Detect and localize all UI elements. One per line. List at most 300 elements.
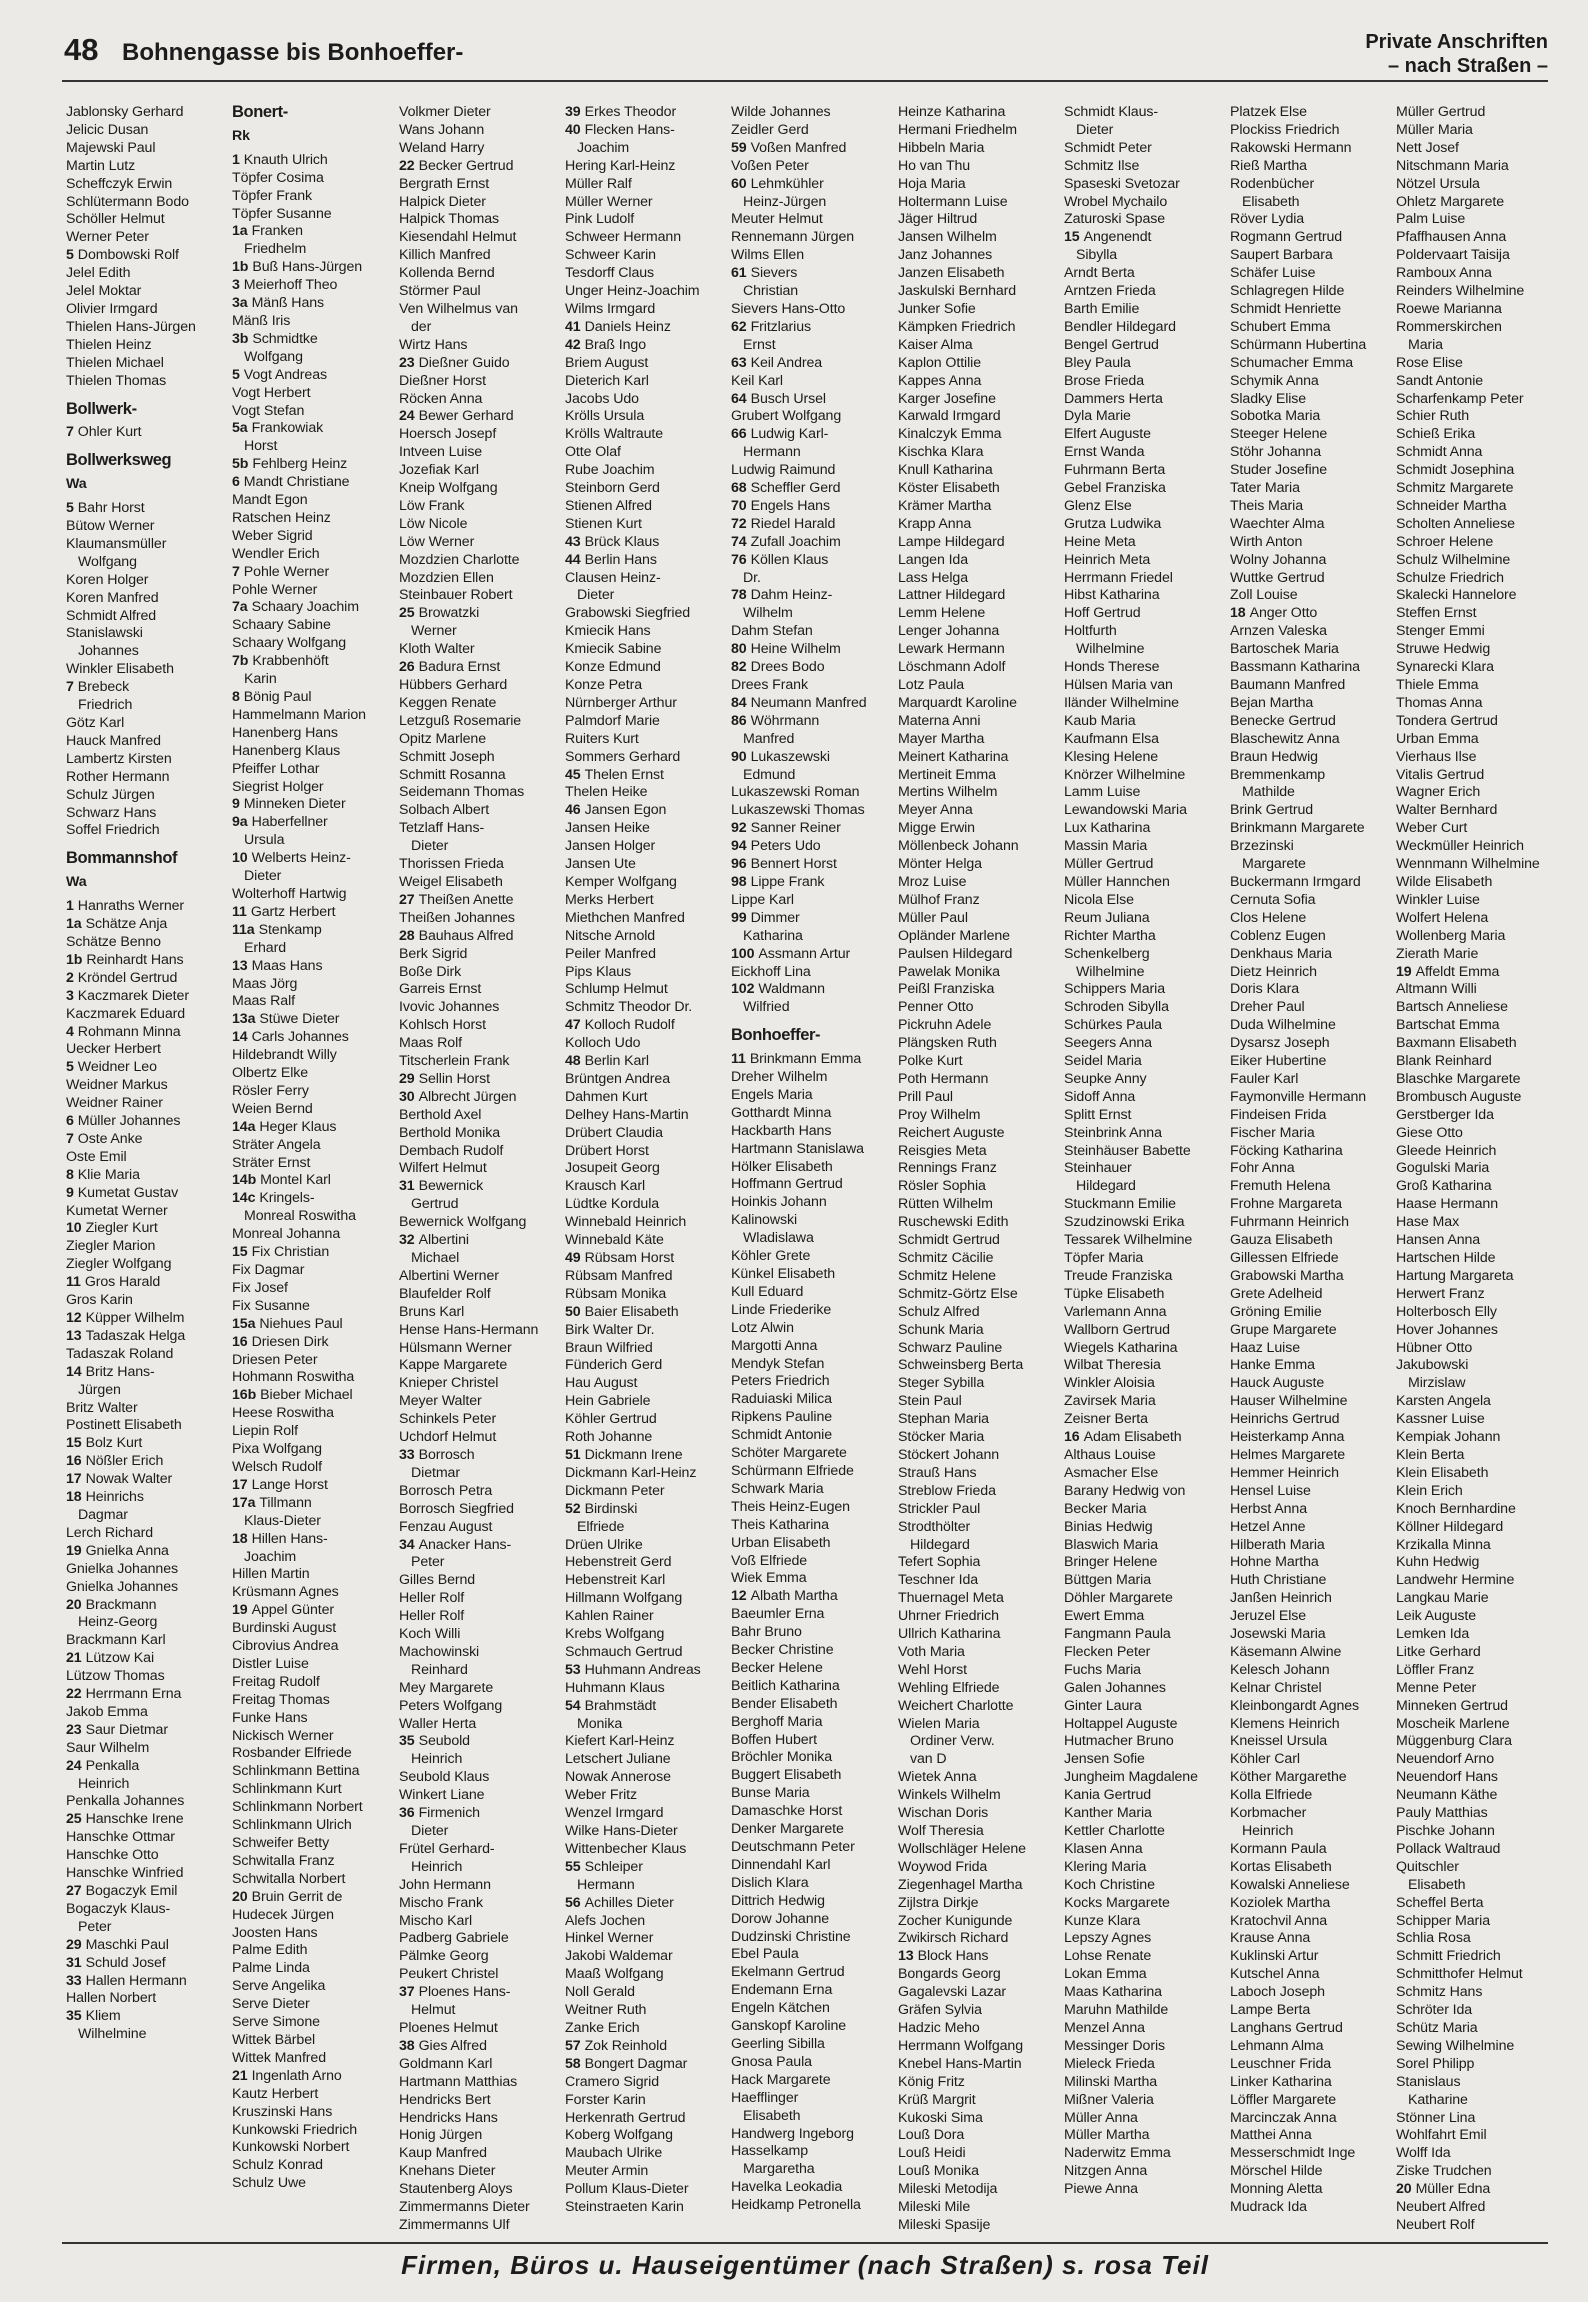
address-entry xyxy=(232,1620,394,1638)
resident-name: Freitag Thomas xyxy=(232,1691,330,1708)
house-number: 3a xyxy=(232,295,248,312)
address-entry xyxy=(1396,874,1558,892)
address-entry xyxy=(1064,1733,1226,1751)
address-entry xyxy=(1064,749,1226,767)
resident-name: Mayer Martha xyxy=(898,730,985,747)
resident-name: Kumetat Werner xyxy=(66,1202,168,1219)
directory-column xyxy=(898,104,1060,2233)
resident-name: Hartmann Stanislawa xyxy=(731,1140,864,1157)
address-entry xyxy=(731,838,893,856)
resident-name: Baeumler Erna xyxy=(731,1606,825,1623)
resident-name: Kliem xyxy=(85,2008,121,2025)
address-entry xyxy=(399,498,561,516)
resident-name: Wilke Hans-Dieter xyxy=(565,1823,678,1839)
address-entry xyxy=(565,1447,727,1465)
resident-name: Tetzlaff Hans- xyxy=(399,820,485,837)
address-entry xyxy=(1230,999,1392,1017)
resident-name: Linde Friederike xyxy=(731,1301,832,1318)
resident-name: Affeldt Emma xyxy=(1415,963,1500,980)
resident-name: Bennert Horst xyxy=(750,856,837,873)
address-entry xyxy=(898,373,1060,391)
resident-name: Zeidler Gerd xyxy=(731,121,809,138)
house-number: 74 xyxy=(731,533,747,550)
resident-name: Zimmermanns Ulf xyxy=(399,2216,510,2233)
address-entry xyxy=(565,1590,727,1608)
address-entry xyxy=(731,2054,893,2072)
address-entry xyxy=(1230,1984,1392,2002)
address-entry xyxy=(399,211,561,229)
address-entry xyxy=(898,1930,1060,1948)
house-number: 25 xyxy=(66,1811,82,1828)
resident-name: Ruiters Kurt xyxy=(565,730,639,747)
address-entry xyxy=(898,767,1060,785)
address-entry xyxy=(1230,1393,1392,1411)
address-entry xyxy=(1396,1035,1558,1053)
address-entry xyxy=(66,1811,228,1829)
address-entry xyxy=(1396,1178,1558,1196)
address-entry xyxy=(898,1107,1060,1125)
resident-name: Reisgies Meta xyxy=(898,1142,987,1159)
resident-name: Hinkel Werner xyxy=(565,1930,654,1947)
address-entry: Christian xyxy=(743,283,799,300)
house-number: 50 xyxy=(565,1303,581,1320)
house-number: 1a xyxy=(66,916,82,933)
address-entry xyxy=(898,1841,1060,1859)
address-entry xyxy=(232,313,394,331)
address-entry: Hildegard xyxy=(1076,1178,1136,1195)
resident-name: Daniels Heinz xyxy=(584,318,671,335)
resident-name: Stöcker Maria xyxy=(898,1429,985,1446)
resident-name: Schmitz Helene xyxy=(898,1267,996,1284)
resident-name: Maubach Ulrike xyxy=(565,2145,663,2162)
resident-name: Sievers Hans-Otto xyxy=(731,300,846,317)
house-number: 61 xyxy=(731,265,747,282)
resident-name: Rütten Wilhelm xyxy=(898,1196,993,1213)
resident-name: Pollum Klaus-Dieter xyxy=(565,2181,689,2198)
address-entry xyxy=(1396,1805,1558,1823)
resident-name: Josewski Maria xyxy=(1230,1626,1326,1643)
resident-name: Landwehr Hermine xyxy=(1396,1572,1515,1589)
address-entry xyxy=(1396,1322,1558,1340)
resident-name: Brose Frieda xyxy=(1064,372,1145,389)
resident-name: Schunk Maria xyxy=(898,1321,984,1338)
resident-name: Linker Katharina xyxy=(1230,2073,1332,2090)
address-entry xyxy=(1396,1465,1558,1483)
house-number: 14c xyxy=(232,1190,256,1207)
resident-name: Mertins Wilhelm xyxy=(898,784,998,801)
resident-name: Halpick Dieter xyxy=(399,193,486,210)
address-entry xyxy=(1230,1411,1392,1429)
address-entry xyxy=(66,1471,228,1489)
address-entry: Katharina xyxy=(743,927,803,944)
resident-name: Uecker Herbert xyxy=(66,1041,161,1058)
resident-name: Löw Werner xyxy=(399,533,475,550)
house-number: 5 xyxy=(66,1059,74,1076)
resident-name: Kanther Maria xyxy=(1064,1805,1152,1822)
resident-name: Reum Juliana xyxy=(1064,909,1150,926)
address-entry xyxy=(565,570,727,588)
address-entry xyxy=(1230,426,1392,444)
address-entry xyxy=(731,1427,893,1445)
address-entry xyxy=(1396,319,1558,337)
address-entry xyxy=(1064,981,1226,999)
address-entry xyxy=(898,1662,1060,1680)
resident-name: Hoersch Josepf xyxy=(399,426,497,443)
resident-name: Thiele Emma xyxy=(1396,677,1479,693)
resident-name: Winkler Luise xyxy=(1396,891,1480,908)
resident-name: Köther Margarethe xyxy=(1230,1769,1347,1786)
resident-name: Weien Bernd xyxy=(232,1100,313,1117)
resident-name: Lützow Kai xyxy=(85,1650,154,1667)
resident-name: Migge Erwin xyxy=(898,820,975,837)
address-entry xyxy=(66,1758,228,1776)
resident-name: Töpfer Susanne xyxy=(232,205,332,222)
resident-name: Kohlsch Horst xyxy=(399,1017,487,1034)
address-entry: Horst xyxy=(244,438,278,455)
resident-name: Pfaffhausen Anna xyxy=(1396,229,1507,246)
address-entry xyxy=(1396,2110,1558,2128)
resident-name: Schieß Erika xyxy=(1396,426,1476,443)
resident-name: Thorissen Frieda xyxy=(399,856,504,873)
address-entry xyxy=(1396,659,1558,677)
house-number: 18 xyxy=(1230,605,1246,622)
address-entry xyxy=(1230,659,1392,677)
address-entry xyxy=(731,2179,893,2197)
resident-name: Weber Sigrid xyxy=(232,527,313,544)
address-entry xyxy=(66,1310,228,1328)
address-entry xyxy=(1396,1984,1558,2002)
resident-name: Barany Hedwig von xyxy=(1064,1482,1186,1499)
address-entry xyxy=(1230,731,1392,749)
address-entry xyxy=(1230,1698,1392,1716)
resident-name: Galen Johannes xyxy=(1064,1679,1166,1696)
resident-name: Schulz Konrad xyxy=(232,2157,323,2174)
address-entry xyxy=(66,1400,228,1418)
house-number: 5a xyxy=(232,420,248,437)
resident-name: Röcken Anna xyxy=(399,390,483,407)
resident-name: Krzikalla Minna xyxy=(1396,1536,1491,1553)
resident-name: Bejan Martha xyxy=(1230,694,1314,711)
address-entry xyxy=(1064,1160,1226,1178)
house-number: 14b xyxy=(232,1172,257,1189)
address-entry: Dieter xyxy=(411,1823,449,1839)
resident-name: Kutschel Anna xyxy=(1230,1966,1320,1983)
resident-name: Rübsam Monika xyxy=(565,1285,667,1302)
resident-name: Wans Johann xyxy=(399,121,485,138)
resident-name: Störmer Paul xyxy=(399,283,481,300)
address-entry xyxy=(1064,2002,1226,2020)
resident-name: Wilms Ellen xyxy=(731,247,804,264)
resident-name: Brück Klaus xyxy=(584,533,660,550)
address-entry xyxy=(898,1017,1060,1035)
resident-name: Stanislaus xyxy=(1396,2073,1461,2090)
resident-name: Herrmann Friedel xyxy=(1064,569,1173,586)
address-entry xyxy=(565,767,727,785)
address-entry xyxy=(1064,1357,1226,1375)
resident-name: Kneissel Ursula xyxy=(1230,1733,1328,1750)
address-entry xyxy=(66,536,228,554)
resident-name: Honig Jürgen xyxy=(399,2127,483,2144)
address-entry xyxy=(1396,1698,1558,1716)
resident-name: Gräfen Sylvia xyxy=(898,2002,982,2019)
address-entry xyxy=(1064,1107,1226,1125)
resident-name: Wuttke Gertrud xyxy=(1230,569,1325,586)
address-entry xyxy=(66,1203,228,1221)
resident-name: Flecken Hans- xyxy=(584,121,675,138)
address-entry xyxy=(731,1553,893,1571)
address-entry: Hermann xyxy=(577,1876,635,1893)
address-entry xyxy=(399,928,561,946)
resident-name: Blaschke Margarete xyxy=(1396,1070,1521,1087)
resident-name: Stüwe Dieter xyxy=(259,1011,340,1028)
resident-name: Mandt Egon xyxy=(232,492,308,509)
resident-name: Rösler Sophia xyxy=(898,1178,986,1195)
house-number: 8 xyxy=(232,689,240,705)
address-entry xyxy=(66,1973,228,1991)
street-heading: Bonert- xyxy=(232,103,288,121)
address-entry xyxy=(898,247,1060,265)
resident-name: Schmidt Gertrud xyxy=(898,1232,1000,1249)
resident-name: Hoff Gertrud xyxy=(1064,605,1141,622)
address-entry xyxy=(731,1964,893,1982)
address-entry xyxy=(1064,373,1226,391)
address-entry xyxy=(1396,1966,1558,1984)
address-entry xyxy=(731,122,893,140)
address-entry xyxy=(731,1445,893,1463)
address-entry xyxy=(1064,1716,1226,1734)
house-number: 94 xyxy=(731,838,747,855)
resident-name: Ziegler Wolfgang xyxy=(66,1256,172,1273)
resident-name: Hohne Martha xyxy=(1230,1554,1319,1571)
resident-name: Steffen Ernst xyxy=(1396,605,1477,622)
resident-name: Neubert Rolf xyxy=(1396,2216,1475,2233)
resident-name: Tadaszak Roland xyxy=(66,1345,174,1362)
address-entry xyxy=(565,731,727,749)
resident-name: Theißen Anette xyxy=(418,891,514,908)
address-entry xyxy=(1396,355,1558,373)
address-entry xyxy=(565,1698,727,1716)
resident-name: Seubold xyxy=(418,1733,470,1750)
resident-name: Handwerg Ingeborg xyxy=(731,2125,854,2142)
resident-name: Hallen Hermann xyxy=(85,1972,187,1989)
resident-name: Strodthölter xyxy=(898,1518,971,1535)
address-entry xyxy=(232,993,394,1011)
address-entry xyxy=(66,1131,228,1149)
address-entry xyxy=(232,1960,394,1978)
address-entry xyxy=(1064,1859,1226,1877)
address-entry xyxy=(1230,391,1392,409)
resident-name: Seidemann Thomas xyxy=(399,784,525,801)
address-entry xyxy=(1396,1268,1558,1286)
address-entry: Peter xyxy=(78,1918,112,1935)
resident-name: Baxmann Elisabeth xyxy=(1396,1035,1517,1052)
address-entry xyxy=(898,1232,1060,1250)
resident-name: Mileski Metodija xyxy=(898,2181,998,2198)
address-entry xyxy=(1230,1966,1392,1984)
resident-name: Hadzic Meho xyxy=(898,2019,980,2036)
resident-name: Baumann Manfred xyxy=(1230,677,1346,693)
address-entry xyxy=(1396,1340,1558,1358)
address-entry: Elisabeth xyxy=(1242,193,1300,210)
resident-name: Kaub Maria xyxy=(1064,712,1136,729)
address-entry xyxy=(1230,1125,1392,1143)
address-entry xyxy=(1064,1501,1226,1519)
resident-name: Stautenberg Aloys xyxy=(399,2181,513,2198)
address-entry xyxy=(399,731,561,749)
resident-name: Gillessen Elfriede xyxy=(1230,1250,1339,1266)
address-entry xyxy=(399,981,561,999)
address-entry xyxy=(1230,1017,1392,1035)
resident-name: Fix Christian xyxy=(251,1244,330,1261)
address-entry xyxy=(565,1483,727,1501)
house-number: 1 xyxy=(66,898,74,915)
house-number: 7 xyxy=(66,679,74,696)
address-entry xyxy=(1064,1644,1226,1662)
address-entry xyxy=(731,104,893,122)
house-number: 99 xyxy=(731,909,747,926)
resident-name: Fischer Maria xyxy=(1230,1124,1315,1141)
address-entry xyxy=(898,534,1060,552)
address-entry xyxy=(399,1214,561,1232)
address-entry xyxy=(232,1119,394,1137)
address-entry xyxy=(731,981,893,999)
resident-name: Heine Wilhelm xyxy=(750,641,841,658)
resident-name: Josupeit Georg xyxy=(565,1160,660,1177)
resident-name: Maas Hans xyxy=(251,957,323,974)
resident-name: Schmidt Alfred xyxy=(66,607,157,624)
address-entry: Hermann xyxy=(743,444,801,461)
house-number: 96 xyxy=(731,856,747,873)
address-entry xyxy=(731,1051,893,1069)
resident-name: Kocks Margarete xyxy=(1064,1894,1170,1911)
address-entry xyxy=(1396,265,1558,283)
resident-name: Baier Elisabeth xyxy=(584,1303,679,1320)
resident-name: Laboch Joseph xyxy=(1230,1984,1325,2001)
address-entry xyxy=(1230,2092,1392,2110)
resident-name: Albertini xyxy=(418,1232,469,1249)
resident-name: Theis Heinz-Eugen xyxy=(731,1498,850,1515)
resident-name: Ginter Laura xyxy=(1064,1697,1142,1714)
address-entry xyxy=(232,958,394,976)
resident-name: Wischan Doris xyxy=(898,1805,989,1822)
address-entry xyxy=(232,1710,394,1728)
resident-name: Bruns Karl xyxy=(399,1303,465,1320)
address-entry xyxy=(731,587,893,605)
address-entry xyxy=(1396,2002,1558,2020)
resident-name: Szudzinowski Erika xyxy=(1064,1214,1185,1231)
address-entry xyxy=(232,1728,394,1746)
resident-name: Nowak Annerose xyxy=(565,1769,671,1786)
resident-name: Coblenz Eugen xyxy=(1230,927,1326,944)
address-entry xyxy=(232,2104,394,2122)
resident-name: Heller Rolf xyxy=(399,1608,465,1625)
resident-name: Scholten Anneliese xyxy=(1396,515,1515,532)
address-entry xyxy=(1396,1913,1558,1931)
address-entry xyxy=(565,784,727,802)
resident-name: Louß Monika xyxy=(898,2163,979,2180)
address-entry xyxy=(1396,1895,1558,1913)
address-entry xyxy=(66,970,228,988)
resident-name: Engeln Kätchen xyxy=(731,2000,830,2017)
house-number: 59 xyxy=(731,139,747,156)
resident-name: Urban Elisabeth xyxy=(731,1534,831,1551)
address-entry: Karin xyxy=(244,671,277,688)
resident-name: Kappes Anna xyxy=(898,372,982,389)
resident-name: Doris Klara xyxy=(1230,981,1300,998)
address-entry xyxy=(232,1871,394,1889)
address-entry xyxy=(1230,695,1392,713)
resident-name: Waechter Alma xyxy=(1230,515,1325,532)
resident-name: Scheffczyk Erwin xyxy=(66,175,173,192)
house-number: 23 xyxy=(66,1721,82,1738)
address-entry: Wladislawa xyxy=(743,1230,814,1247)
address-entry xyxy=(232,206,394,224)
resident-name: Koch Willi xyxy=(399,1626,461,1643)
address-entry xyxy=(565,964,727,982)
resident-name: Herbst Anna xyxy=(1230,1500,1307,1517)
resident-name: Steinhauer xyxy=(1064,1160,1132,1177)
address-entry xyxy=(399,1035,561,1053)
resident-name: Schmidt Antonie xyxy=(731,1427,833,1444)
resident-name: Wielen Maria xyxy=(898,1715,980,1732)
address-entry xyxy=(731,247,893,265)
resident-name: Uchdorf Helmut xyxy=(399,1429,497,1446)
address-entry xyxy=(565,1769,727,1787)
resident-name: Rieß Martha xyxy=(1230,157,1307,174)
address-entry xyxy=(1064,731,1226,749)
resident-name: Brombusch Auguste xyxy=(1396,1088,1522,1105)
address-entry xyxy=(731,1803,893,1821)
resident-name: Kaczmarek Eduard xyxy=(66,1005,186,1022)
resident-name: Ekelmann Gertrud xyxy=(731,1964,845,1981)
address-entry xyxy=(731,1141,893,1159)
resident-name: Janzen Elisabeth xyxy=(898,265,1005,282)
address-entry xyxy=(399,1447,561,1465)
address-entry xyxy=(399,1411,561,1429)
house-number: 14a xyxy=(232,1118,256,1135)
address-entry xyxy=(1064,1554,1226,1572)
address-entry xyxy=(232,385,394,403)
address-entry xyxy=(232,1638,394,1656)
address-entry xyxy=(232,2086,394,2104)
resident-name: Brinkmann Emma xyxy=(749,1051,862,1068)
address-entry xyxy=(731,1087,893,1105)
resident-name: Weland Harry xyxy=(399,139,485,156)
address-entry xyxy=(1230,874,1392,892)
address-entry xyxy=(898,2181,1060,2199)
resident-name: Intveen Luise xyxy=(399,444,483,461)
address-entry: Ursula xyxy=(244,832,285,849)
address-entry xyxy=(66,1149,228,1167)
address-entry xyxy=(898,1948,1060,1966)
address-entry: Ordiner Verw. xyxy=(910,1733,995,1750)
address-entry xyxy=(1230,247,1392,265)
resident-name: Fauler Karl xyxy=(1230,1070,1299,1087)
page-number: 48 xyxy=(64,32,99,67)
resident-name: Montel Karl xyxy=(260,1172,331,1189)
resident-name: Gröning Emilie xyxy=(1230,1303,1322,1320)
resident-name: Zwikirsch Richard xyxy=(898,1930,1009,1947)
resident-name: Elfert Auguste xyxy=(1064,426,1151,443)
address-entry xyxy=(898,301,1060,319)
resident-name: Brüntgen Andrea xyxy=(565,1070,670,1087)
address-entry xyxy=(1396,1053,1558,1071)
address-entry xyxy=(1064,211,1226,229)
address-entry xyxy=(1064,1143,1226,1161)
address-entry xyxy=(232,2122,394,2140)
address-entry xyxy=(1064,140,1226,158)
address-entry xyxy=(232,1584,394,1602)
